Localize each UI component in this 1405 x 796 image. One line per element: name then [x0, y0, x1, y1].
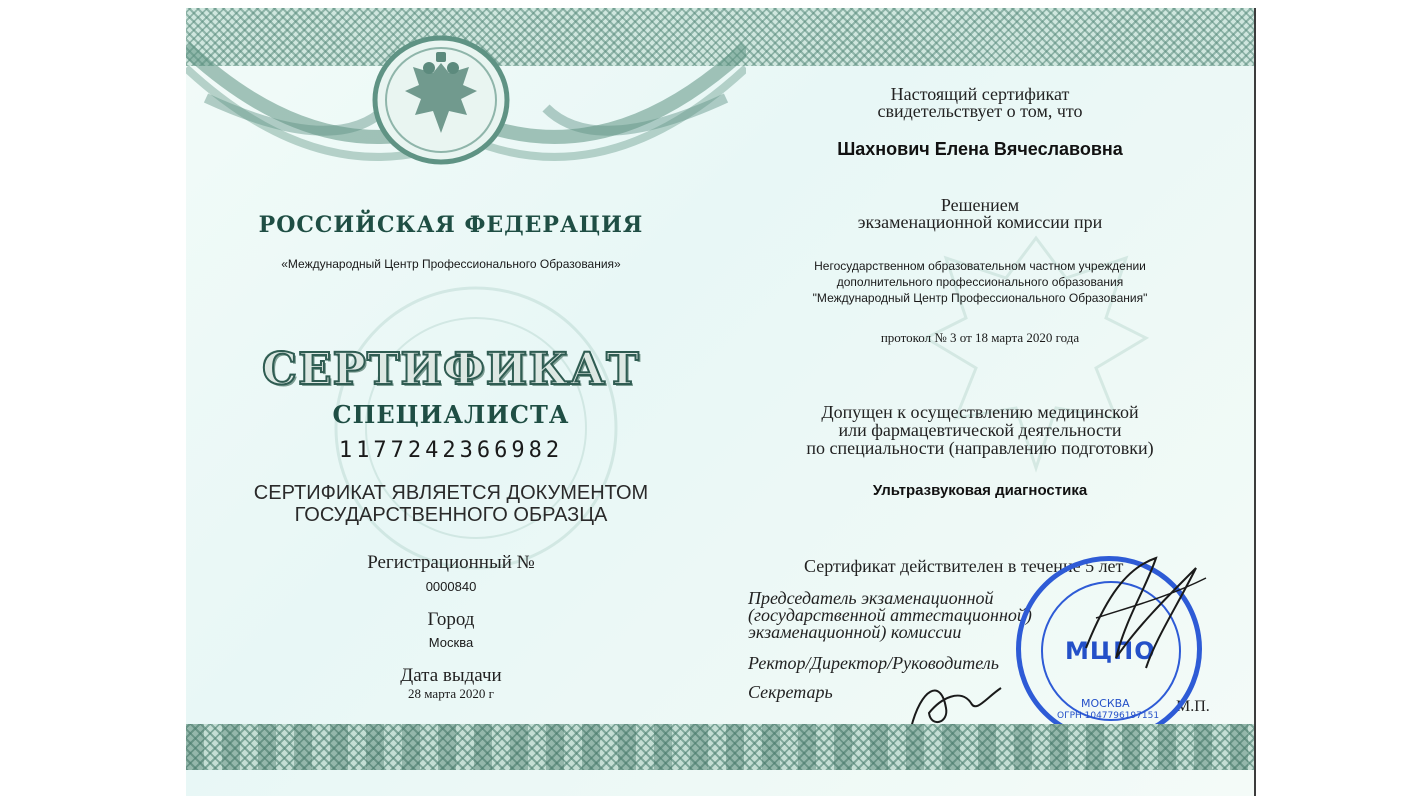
institution-line-3: "Международный Центр Профессионального Образования": [812, 291, 1148, 305]
issue-date-label: Дата выдачи: [400, 665, 502, 686]
chairman-line-1: Председатель экзаменационной: [748, 588, 994, 608]
registration-label: Регистрационный №: [367, 552, 535, 573]
institution-line-1: Негосударственном образовательном частном учреждении: [814, 259, 1146, 273]
state-form-line-2: ГОСУДАРСТВЕННОГО ОБРАЗЦА: [294, 504, 608, 526]
seal-city: МОСКВА: [1081, 697, 1130, 710]
secretary-line: Секретарь: [748, 682, 833, 702]
city-value: Москва: [428, 635, 474, 650]
stamp-place-label: М.П.: [1176, 698, 1210, 715]
organization-name: «Международный Центр Профессионального Образования»: [281, 257, 621, 271]
country-heading: РОССИЙСКАЯ ФЕДЕРАЦИЯ: [258, 212, 644, 238]
state-form-line-1: СЕРТИФИКАТ ЯВЛЯЕТСЯ ДОКУМЕНТОМ: [253, 482, 649, 504]
rector-line: Ректор/Директор/Руководитель: [748, 653, 999, 673]
scan-edge-line: [1254, 8, 1256, 796]
registration-number: 0000840: [425, 579, 477, 594]
chairman-line-3: экзаменационной) комиссии: [748, 622, 962, 642]
intro-line-2: свидетельствует о том, что: [877, 101, 1083, 121]
issue-date-value: 28 марта 2020 г: [408, 686, 494, 701]
seal-logo: МЦПО: [1065, 637, 1156, 665]
certificate-subtitle: СПЕЦИАЛИСТА: [332, 400, 570, 429]
certificate-number: 1177242366982: [338, 438, 564, 463]
seal-ogrn: ОГРН 1047796197151: [1057, 711, 1160, 721]
admission-line-3: по специальности (направлению подготовки): [806, 438, 1154, 458]
city-label: Город: [427, 609, 475, 630]
institution-line-2: дополнительного профессионального образования: [836, 275, 1124, 289]
decision-line-2: экзаменационной комиссии при: [857, 212, 1103, 232]
bottom-ornament-border: [186, 724, 1254, 770]
protocol-line: протокол № 3 от 18 марта 2020 года: [880, 330, 1080, 345]
admission-line-1: Допущен к осуществлению медицинской: [821, 402, 1139, 422]
decision-line-1: Решением: [940, 195, 1020, 215]
validity-line: Сертификат действителен в течение 5 лет: [804, 556, 1124, 576]
holder-name: Шахнович Елена Вячеславовна: [837, 139, 1123, 159]
intro-line-1: Настоящий сертификат: [890, 84, 1070, 104]
chairman-signature: [1066, 538, 1216, 688]
emblem-ornament: [186, 8, 746, 178]
admission-line-2: или фармацевтической деятельности: [838, 420, 1122, 440]
certificate-document: [186, 8, 1254, 796]
certificate-title: СЕРТИФИКАТ: [262, 344, 640, 395]
chairman-line-2: (государственной аттестационной): [748, 605, 1032, 625]
specialty-name: Ультразвуковая диагностика: [872, 482, 1088, 499]
